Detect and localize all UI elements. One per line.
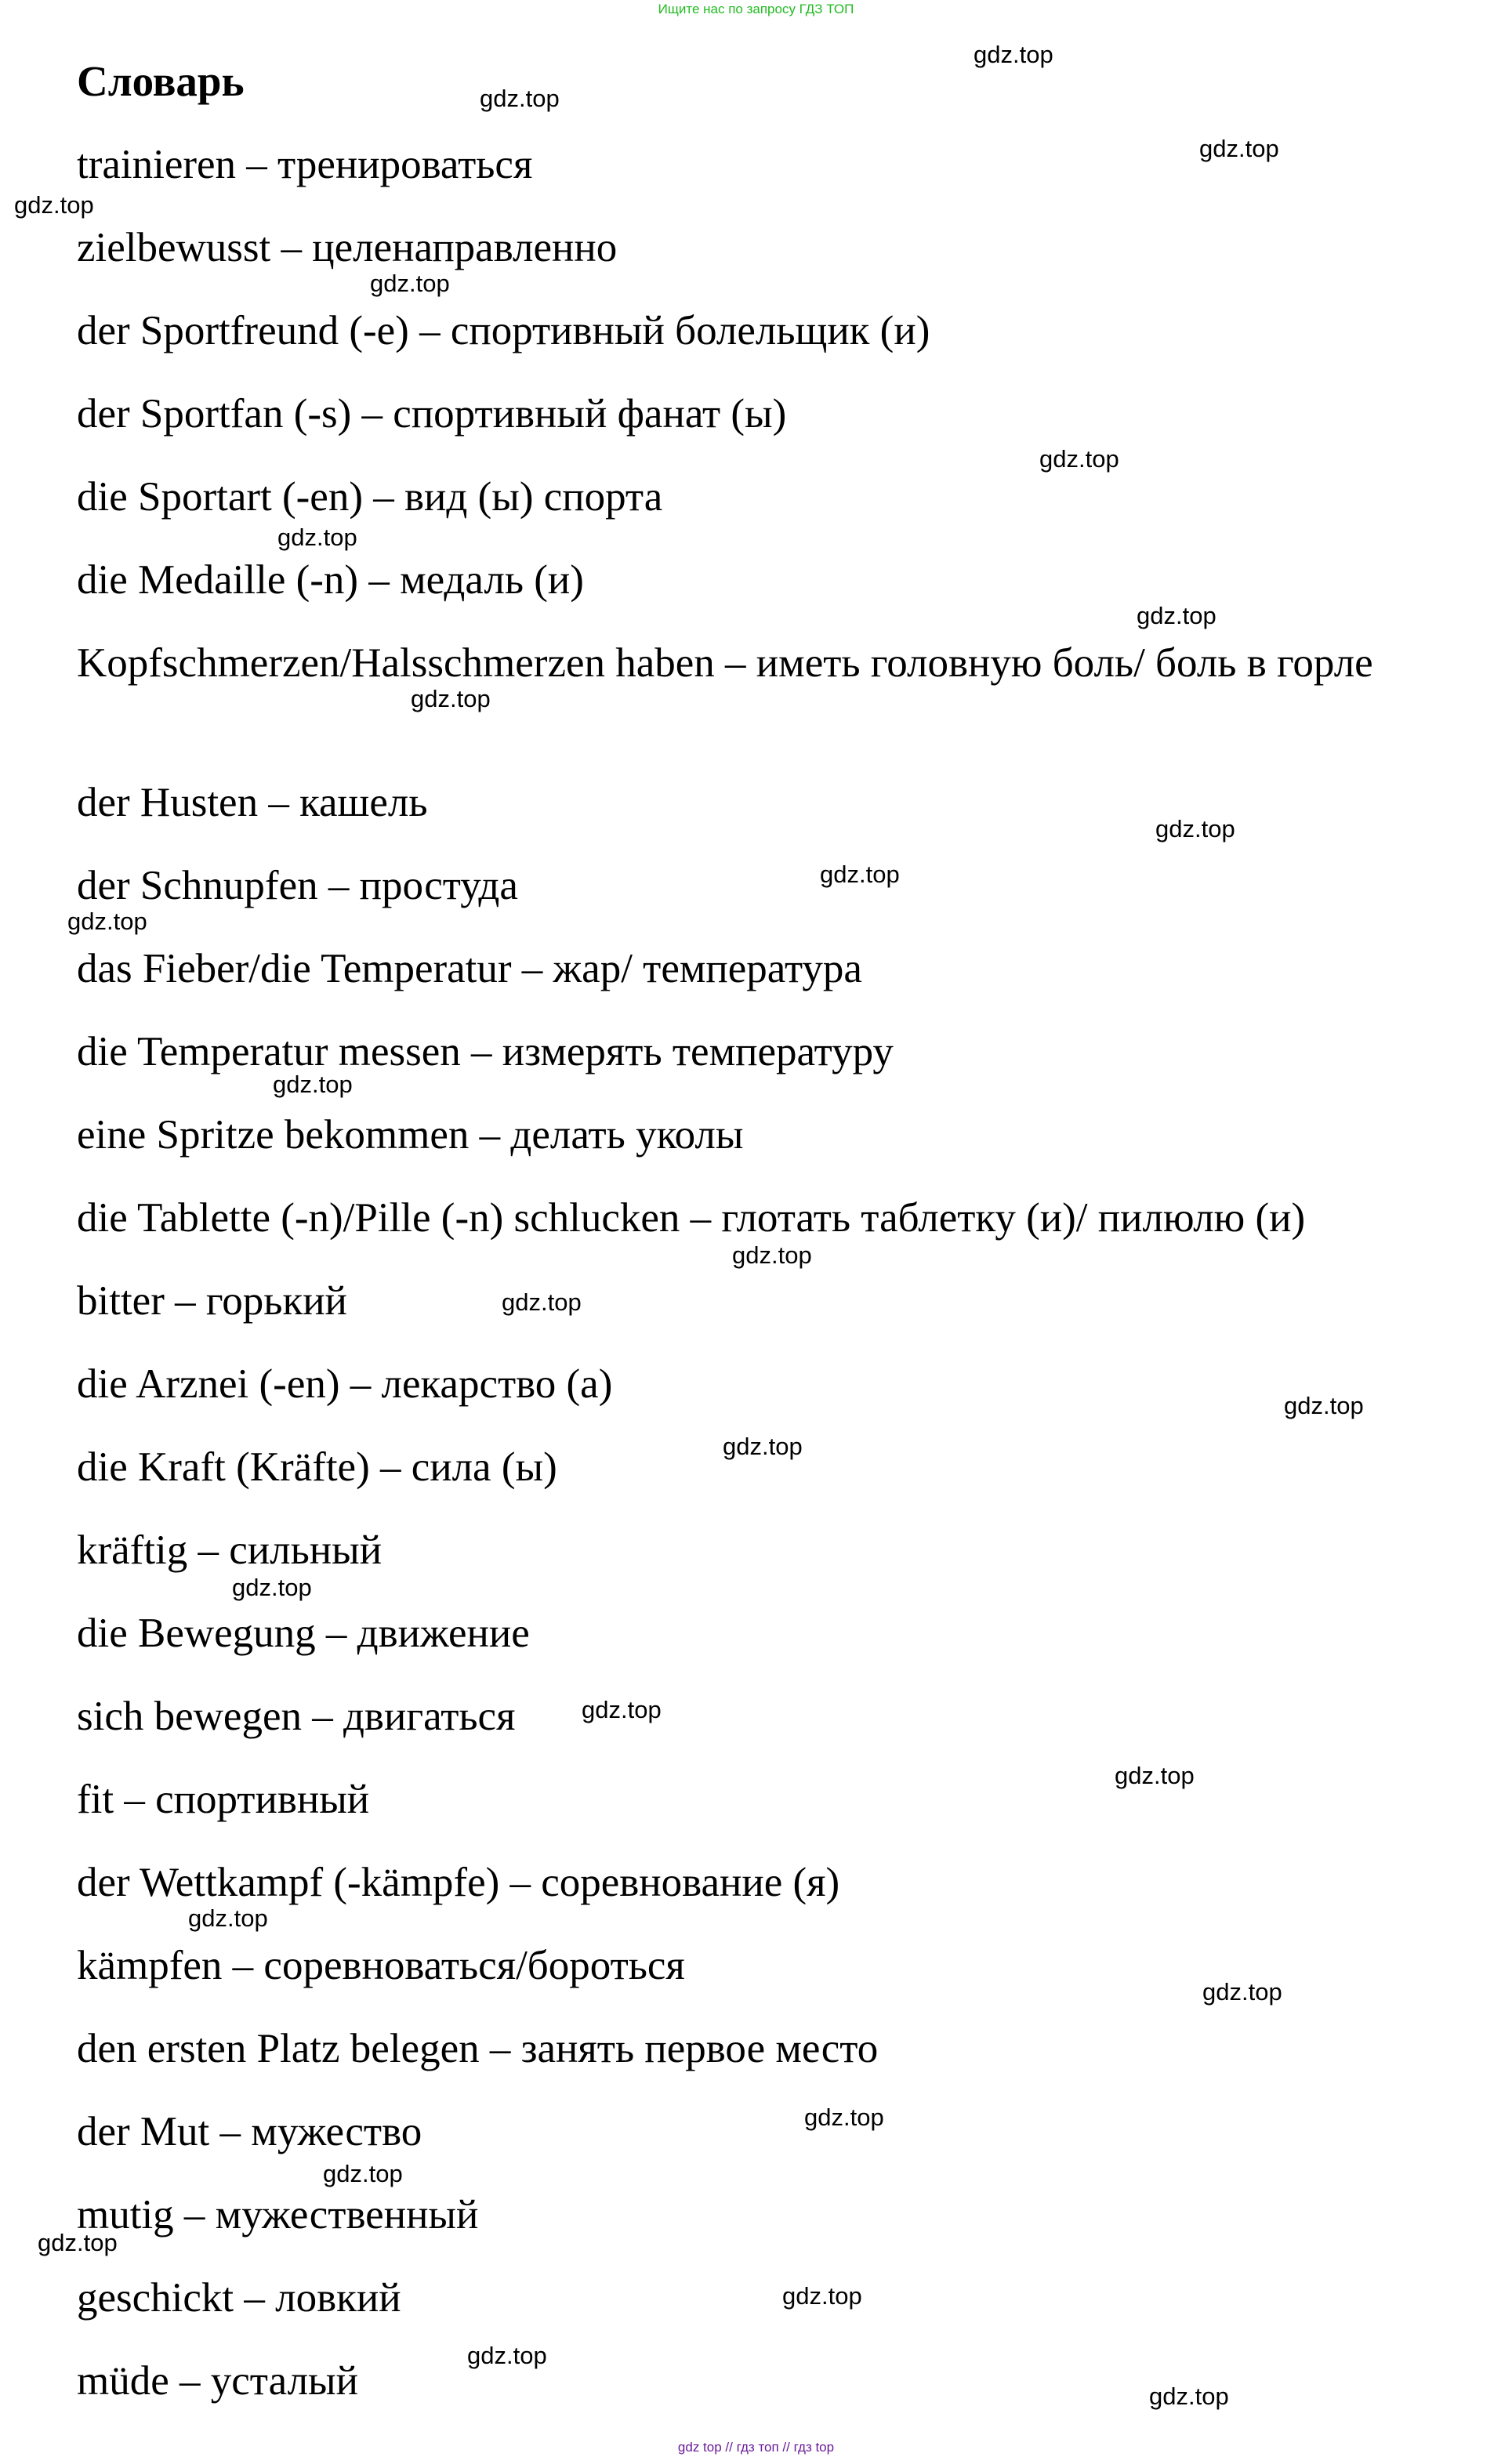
vocab-entry: die Medaille (-n) – медаль (и): [77, 557, 584, 603]
watermark: gdz.top: [1202, 1978, 1282, 2006]
watermark: gdz.top: [1199, 135, 1279, 162]
vocab-entry: bitter – горький: [77, 1278, 347, 1324]
page-title: Словарь: [77, 57, 245, 105]
vocab-entry: zielbewusst – целенаправленно: [77, 225, 618, 270]
vocab-entry: den ersten Platz belegen – занять первое место: [77, 2026, 879, 2071]
vocab-entry: der Schnupfen – простуда: [77, 863, 518, 908]
vocab-entry: eine Spritze bekommen – делать уколы: [77, 1112, 744, 1158]
watermark: gdz.top: [273, 1071, 353, 1098]
watermark: gdz.top: [14, 191, 94, 219]
watermark: gdz.top: [804, 2103, 884, 2131]
bottom-banner[interactable]: gdz top // гдз топ // гдз top: [677, 2440, 835, 2455]
vocab-entry: geschickt – ловкий: [77, 2275, 401, 2321]
watermark: gdz.top: [974, 41, 1053, 68]
watermark: gdz.top: [323, 2160, 403, 2187]
watermark: gdz.top: [723, 1433, 803, 1460]
watermark: gdz.top: [188, 1904, 268, 1932]
watermark: gdz.top: [467, 2342, 547, 2369]
vocab-entry: kämpfen – соревноваться/бороться: [77, 1943, 685, 1988]
vocab-entry: der Sportfan (-s) – спортивный фанат (ы): [77, 391, 787, 437]
vocab-entry: die Bewegung – движение: [77, 1611, 530, 1656]
vocab-entry: der Husten – кашель: [77, 780, 428, 825]
watermark: gdz.top: [232, 1574, 312, 1601]
vocab-entry: die Sportart (-en) – вид (ы) спорта: [77, 474, 663, 520]
vocab-entry: mutig – мужественный: [77, 2192, 479, 2238]
top-banner[interactable]: Ищите нас по запросу ГДЗ ТОП: [658, 2, 854, 16]
watermark: gdz.top: [67, 908, 147, 935]
vocab-entry: die Tablette (-n)/Pille (-n) schlucken – глотать таблетку (и)/ пилюлю (и): [77, 1195, 1306, 1241]
vocab-entry: die Temperatur messen – измерять температуру: [77, 1029, 894, 1074]
vocab-entry: Kopfschmerzen/Halsschmerzen haben – иметь головную боль/ боль в горле: [77, 640, 1373, 686]
vocab-entry: kräftig – сильный: [77, 1527, 383, 1573]
vocab-entry: der Sportfreund (-e) – спортивный болельщик (и): [77, 308, 930, 353]
vocab-entry: fit – спортивный: [77, 1777, 370, 1822]
watermark: gdz.top: [277, 524, 357, 551]
vocab-entry: die Arznei (-en) – лекарство (а): [77, 1361, 613, 1407]
vocab-entry: sich bewegen – двигаться: [77, 1694, 516, 1739]
watermark: gdz.top: [1137, 602, 1216, 629]
watermark: gdz.top: [582, 1696, 662, 1723]
watermark: gdz.top: [782, 2282, 862, 2310]
vocab-entry: der Mut – мужество: [77, 2109, 422, 2154]
vocab-entry: müde – усталый: [77, 2358, 358, 2404]
watermark: gdz.top: [732, 1241, 812, 1269]
watermark: gdz.top: [1039, 445, 1119, 473]
vocab-entry: die Kraft (Kräfte) – сила (ы): [77, 1444, 557, 1490]
watermark: gdz.top: [411, 685, 491, 712]
watermark: gdz.top: [502, 1288, 582, 1316]
vocab-entry: der Wettkampf (-kämpfe) – соревнование (я): [77, 1860, 840, 1905]
watermark: gdz.top: [820, 861, 900, 888]
watermark: gdz.top: [370, 270, 450, 297]
watermark: gdz.top: [1284, 1392, 1364, 1419]
watermark: gdz.top: [480, 85, 560, 112]
watermark: gdz.top: [1149, 2382, 1229, 2410]
watermark: gdz.top: [38, 2229, 118, 2256]
watermark: gdz.top: [1115, 1762, 1195, 1789]
watermark: gdz.top: [1155, 815, 1235, 842]
vocab-entry: trainieren – тренироваться: [77, 142, 533, 187]
vocab-entry: das Fieber/die Temperatur – жар/ температура: [77, 946, 862, 991]
